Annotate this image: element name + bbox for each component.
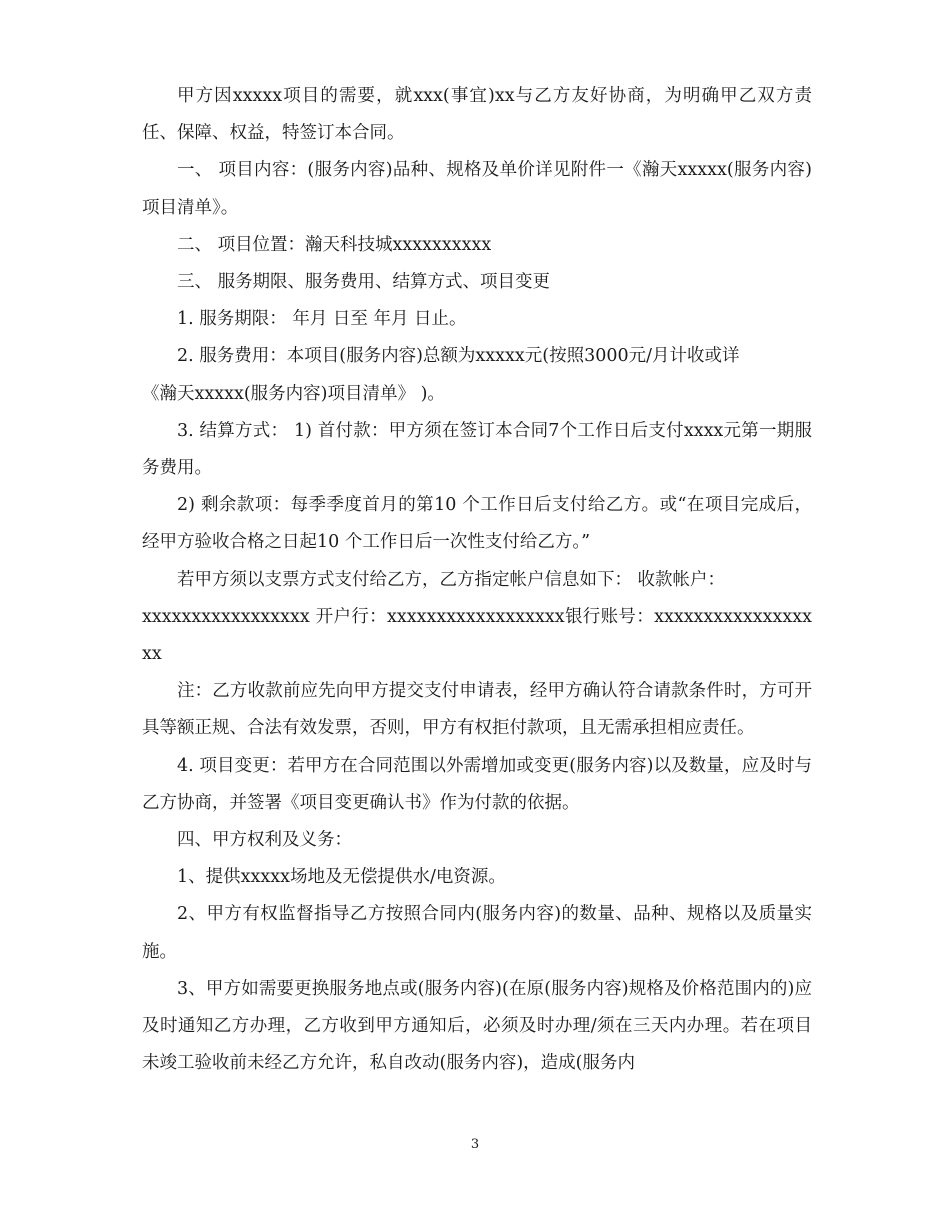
paragraph-party-a-2: 2、甲方有权监督指导乙方按照合同内(服务内容)的数量、品种、规格以及质量实施。 [142,904,812,962]
paragraph-service-fee: 2. 服务费用：本项目(服务内容)总额为xxxxx元(按照3000元/月计收或详 [177,346,740,367]
page-number: 3 [470,1137,480,1152]
paragraph-party-a-1: 1、提供xxxxx场地及无偿提供水/电资源。 [177,867,506,888]
paragraph-project-change: 4. 项目变更：若甲方在合同范围以外需增加或变更(服务内容)以及数量，应及时与乙方协商，并签署《项目变更确认书》作为付款的依据。 [142,755,812,813]
paragraph-account-info: xxxxxxxxxxxxxxxxx 开户行：xxxxxxxxxxxxxxxxxx银行账号：xxxxxxxxxxxxxxxxxx [142,606,812,665]
paragraph-service-fee-cont: 《瀚天xxxxx(服务内容)项目清单》 )。 [142,383,445,404]
paragraph-party-a-3: 3、甲方如需要更换服务地点或(服务内容)(在原(服务内容)规格及价格范围内的)应及时通知乙方办理，乙方收到甲方通知后，必须及时办理/须在三天内办理。若在项目未竣工验收前未经乙方允许，私自改动(服务内容)，造成(服务内 [142,978,812,1074]
paragraph-item-2-location: 二、 项目位置：瀚天科技城xxxxxxxxxx [177,234,492,255]
paragraph-intro: 甲方因xxxxx项目的需要，就xxx(事宜)xx与乙方友好协商，为明确甲乙双方责任、保障、权益，特签订本合同。 [142,86,812,144]
paragraph-note: 注：乙方收款前应先向甲方提交支付申请表，经甲方确认符合请款条件时，方可开具等额正规、合法有效发票，否则，甲方有权拒付款项，且无需承担相应责任。 [142,681,812,739]
paragraph-settlement-first: 3. 结算方式： 1) 首付款：甲方须在签订本合同7个工作日后支付xxxx元第一期服务费用。 [142,420,812,479]
paragraph-settlement-remaining: 2) 剩余款项：每季季度首月的第10 个工作日后支付给乙方。或“在项目完成后，经甲方验收合格之日起10 个工作日后一次性支付给乙方。” [142,495,812,553]
paragraph-item-3-heading: 三、 服务期限、服务费用、结算方式、项目变更 [177,272,551,293]
document-body [142,78,812,1082]
paragraph-item-1-content: 一、 项目内容：(服务内容)品种、规格及单价详见附件一《瀚天xxxxx(服务内容)项目清单》。 [142,160,812,218]
paragraph-check-payment: 若甲方须以支票方式支付给乙方，乙方指定帐户信息如下： 收款帐户： [177,569,726,590]
paragraph-party-a-heading: 四、甲方权利及义务： [177,830,352,851]
paragraph-service-period: 1. 服务期限： 年月 日至 年月 日止。 [177,309,467,330]
